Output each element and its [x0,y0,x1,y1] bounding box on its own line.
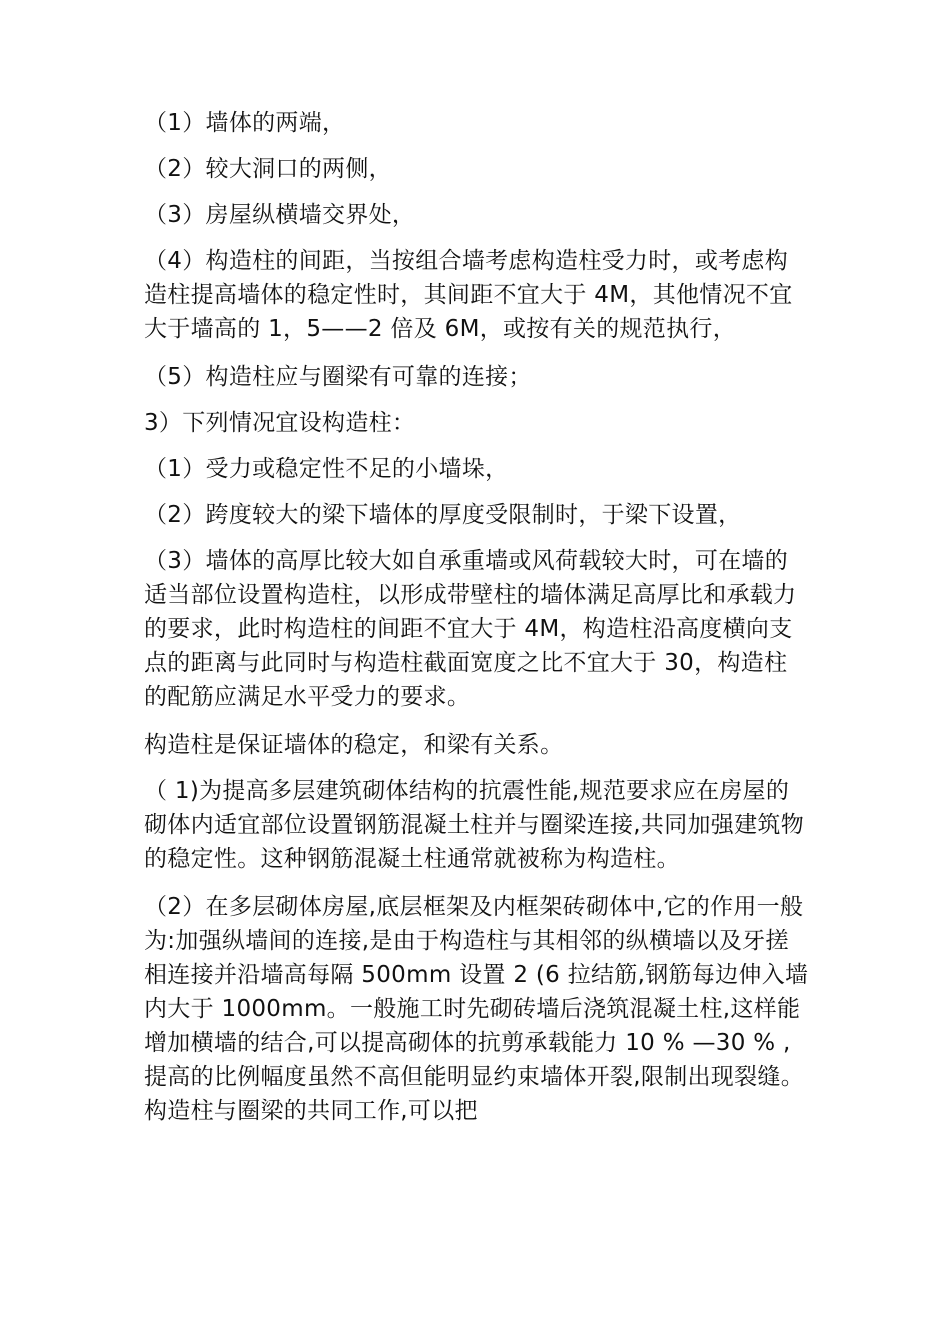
paragraph-12: （2）在多层砌体房屋,底层框架及内框架砖砌体中,它的作用一般为:加强纵墙间的连接,是由于构造柱与其相邻的纵横墙以及牙搓相连接并沿墙高每隔 500mm 设置 2 (6 拉结筋,钢筋每边伸入墙内大于 1000mm。一般施工时先砌砖墙后浇筑混凝土柱,这样能增加横墙的结合,可以提高砌体的抗剪承载能力 10 % —30 % ,提高的比例幅度虽然不高但能明显约束墙体开裂,限制出现裂缝。构造柱与圈梁的共同工作,可以把 [144,894,809,1124]
paragraph-10: 构造柱是保证墙体的稳定，和梁有关系。 [144,732,564,758]
paragraph-9: （3）墙体的高厚比较大如自承重墙或风荷载较大时，可在墙的适当部位设置构造柱，以形成带壁柱的墙体满足高厚比和承载力的要求，此时构造柱的间距不宜大于 4M，构造柱沿高度横向支点的距离与此同时与构造柱截面宽度之比不宜大于 30，构造柱的配筋应满足水平受力的要求。 [144,548,797,710]
paragraph-1: （1）墙体的两端， [144,110,346,136]
paragraph-5: （5）构造柱应与圈梁有可靠的连接； [144,364,532,390]
paragraph-3: （3）房屋纵横墙交界处， [144,202,416,228]
paragraph-2: （2）较大洞口的两侧， [144,156,392,182]
paragraph-8: （2）跨度较大的梁下墙体的厚度受限制时，于梁下设置， [144,502,742,528]
paragraph-11: （ 1)为提高多层建筑砌体结构的抗震性能,规范要求应在房屋的砌体内适宜部位设置钢筋混凝土柱并与圈梁连接,共同加强建筑物的稳定性。这种钢筋混凝土柱通常就被称为构造柱。 [144,778,805,872]
paragraph-7: （1）受力或稳定性不足的小墙垛， [144,456,509,482]
document-body [144,106,810,1128]
paragraph-4: （4）构造柱的间距，当按组合墙考虑构造柱受力时，或考虑构造柱提高墙体的稳定性时，其间距不宜大于 4M，其他情况不宜大于墙高的 1，5——2 倍及 6M，或按有关的规范执行， [144,248,793,342]
paragraph-6: 3）下列情况宜设构造柱： [144,410,416,436]
